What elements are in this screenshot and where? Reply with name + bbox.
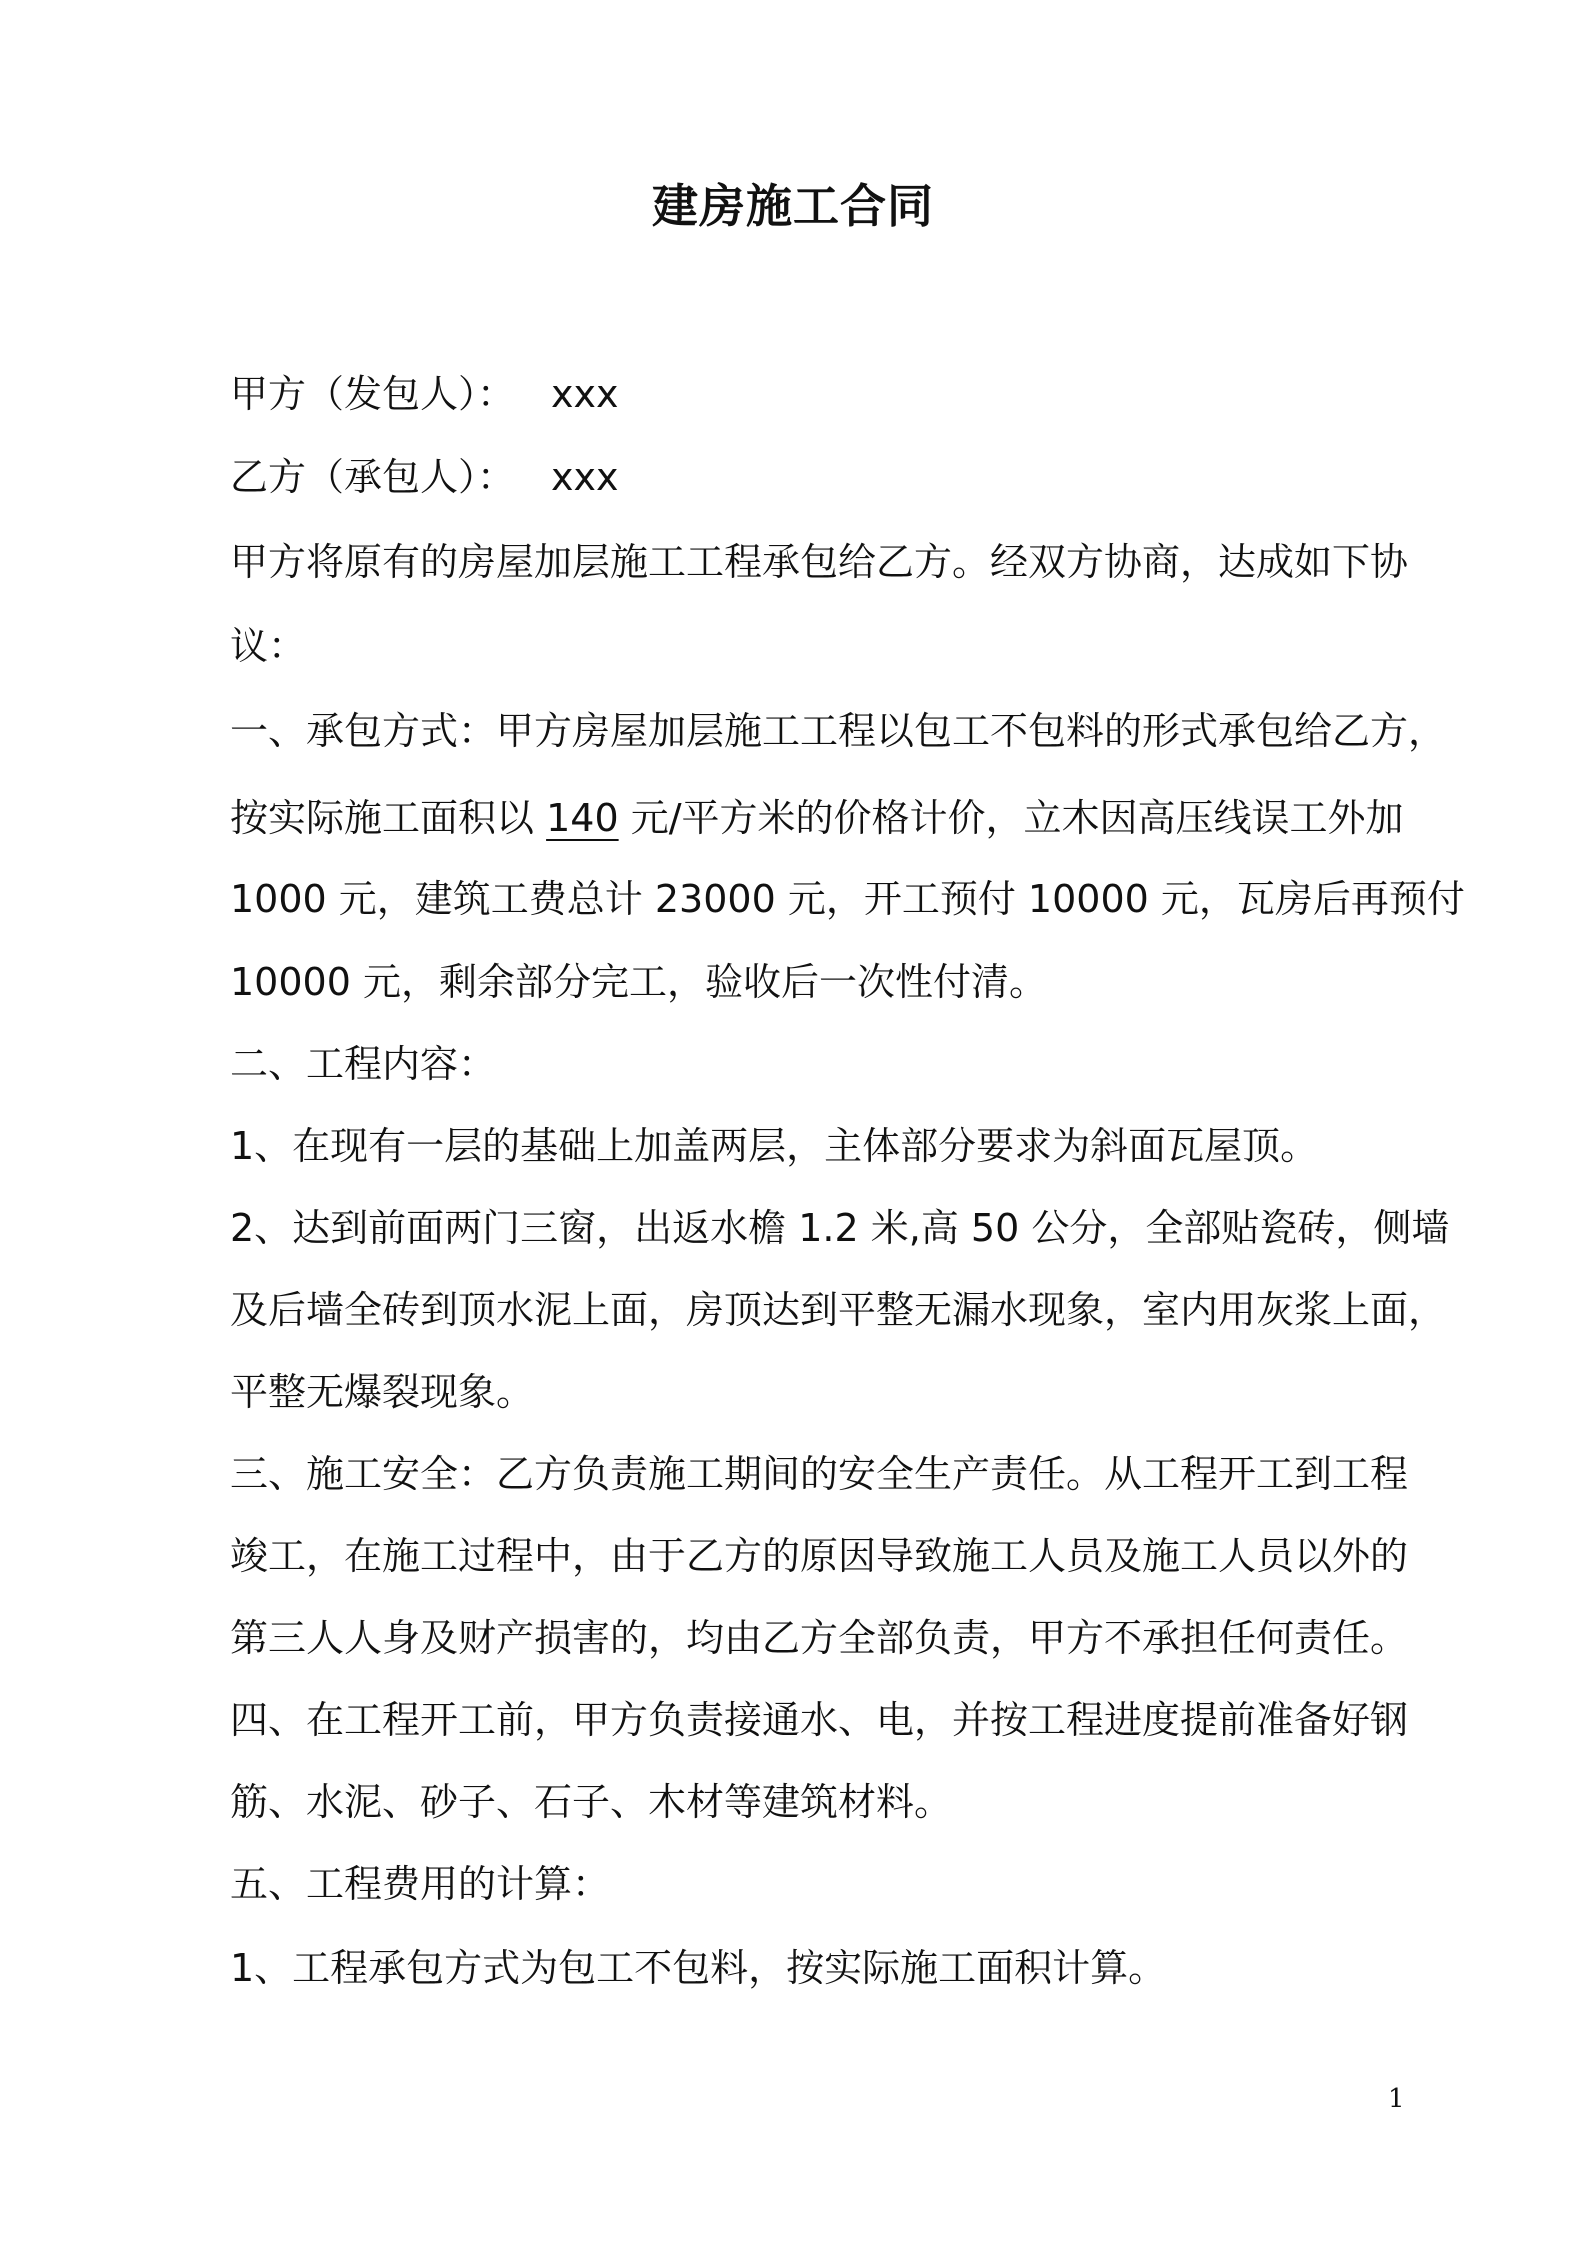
pricing-suffix: 元/平方米的价格计价，立木因高压线误工外加	[618, 796, 1404, 840]
intro-line-2: 议：	[230, 624, 307, 668]
section-2-item-2-line-3: 平整无爆裂现象。	[230, 1370, 535, 1414]
section-3-line-3: 第三人人身及财产损害的，均由乙方全部负责，甲方不承担任何责任。	[230, 1616, 1409, 1660]
section-2-item-2-line-2: 及后墙全砖到顶水泥上面，房顶达到平整无漏水现象，室内用灰浆上面，	[230, 1288, 1447, 1332]
unit-price: 140	[546, 796, 619, 840]
section-1-line-3: 1000 元，建筑工费总计 23000 元，开工预付 10000 元，瓦房后再预付	[230, 877, 1465, 921]
document-title: 建房施工合同	[652, 179, 934, 233]
party-a-value: xxx	[551, 372, 619, 416]
party-a-line	[230, 370, 618, 418]
party-b-value: xxx	[551, 455, 619, 499]
section-2-item-2-line-1: 2、达到前面两门三窗，出返水檐 1.2 米,高 50 公分，全部贴瓷砖，侧墙	[230, 1206, 1450, 1250]
section-5-heading: 五、工程费用的计算：	[230, 1862, 611, 1906]
section-1-line-2	[230, 794, 1404, 842]
section-4-line-1: 四、在工程开工前，甲方负责接通水、电，并按工程进度提前准备好钢	[230, 1698, 1409, 1742]
intro-line-1: 甲方将原有的房屋加层施工工程承包给乙方。经双方协商，达成如下协	[230, 540, 1409, 584]
section-1-line-4: 10000 元，剩余部分完工，验收后一次性付清。	[230, 960, 1047, 1004]
pricing-prefix: 按实际施工面积以	[230, 796, 547, 840]
party-a-label: 甲方（发包人）：	[230, 372, 516, 416]
section-3-line-1: 三、施工安全：乙方负责施工期间的安全生产责任。从工程开工到工程	[230, 1452, 1409, 1496]
party-b-line	[230, 453, 618, 501]
section-3-line-2: 竣工，在施工过程中，由于乙方的原因导致施工人员及施工人员以外的	[230, 1534, 1409, 1578]
section-5-item-1: 1、工程承包方式为包工不包料，按实际施工面积计算。	[230, 1946, 1167, 1990]
section-2-heading: 二、工程内容：	[230, 1042, 497, 1086]
page-number: 1	[1388, 2084, 1405, 2114]
section-4-line-2: 筋、水泥、砂子、石子、木材等建筑材料。	[230, 1780, 953, 1824]
section-2-item-1: 1、在现有一层的基础上加盖两层，主体部分要求为斜面瓦屋顶。	[230, 1124, 1319, 1168]
party-b-label: 乙方（承包人）：	[230, 455, 516, 499]
section-1-line-1: 一、承包方式：甲方房屋加层施工工程以包工不包料的形式承包给乙方，	[230, 709, 1447, 753]
